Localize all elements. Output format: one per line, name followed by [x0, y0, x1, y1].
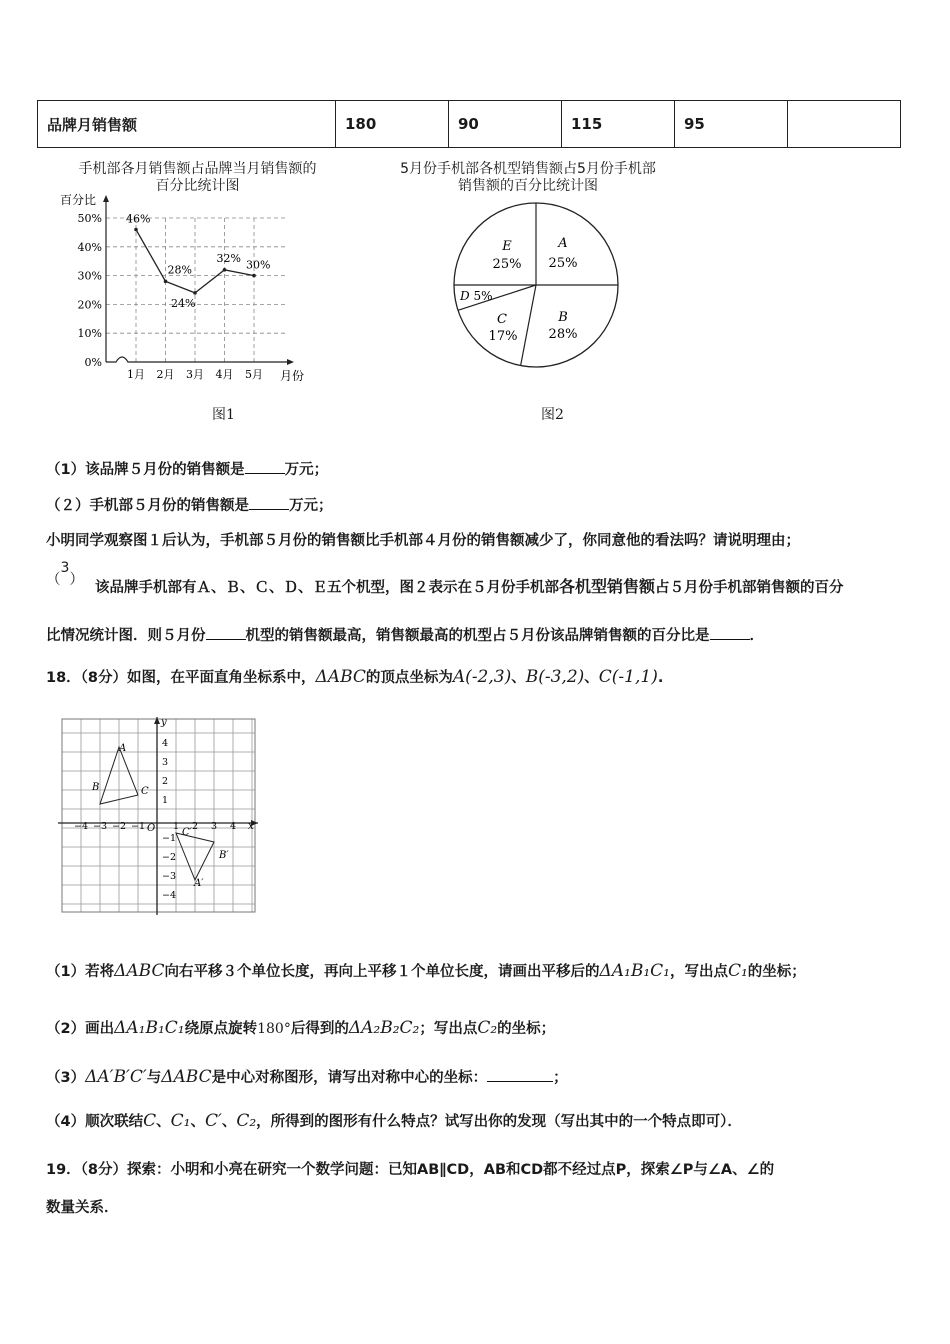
x-tick-label: 2月 — [156, 368, 175, 381]
pie-slice-label: D 5% — [460, 289, 493, 303]
question-1-text: （1）该品牌５月份的销售额是 — [46, 462, 245, 478]
q18-sub1-point: C₁ — [727, 961, 748, 981]
x-tick-label: −2 — [111, 821, 127, 832]
pie-slice-name: B — [558, 310, 568, 325]
vertex-label: C′ — [182, 827, 192, 838]
q18-triangle: ΔABC — [315, 667, 366, 687]
q18-sub1-end: 的坐标； — [747, 964, 806, 980]
q18-point-b: B(-3,2) — [525, 667, 585, 687]
question-3-number: 3 — [60, 560, 70, 576]
q18-sub1-text: （1）若将 — [46, 964, 115, 980]
table-cell-1: 180 — [336, 101, 449, 148]
x-axis-label: 月份 — [280, 369, 305, 383]
data-point — [134, 228, 138, 232]
question-3-text-end: 占５月份手机部销售额的百分 — [655, 580, 844, 596]
x-tick-label: −1 — [130, 821, 146, 832]
pie-slice-E — [493, 239, 522, 272]
y-tick-label: 10% — [77, 327, 102, 341]
question-19-line2: 数量关系． — [46, 1200, 119, 1216]
table-row — [38, 101, 901, 148]
q18-sub1-triangle: ΔABC — [114, 961, 165, 981]
question-3-paren-right: ） — [69, 571, 84, 588]
fig1-title-line1: 手机部各月销售额占品牌当月销售额的 — [78, 161, 317, 177]
data-label: 30% — [246, 258, 271, 272]
question-3-line2-text: 比情况统计图．则５月份 — [46, 628, 206, 644]
q18-sub2-text: （2）画出 — [46, 1021, 115, 1037]
pie-slice-value: 17% — [488, 329, 518, 344]
origin-label: O — [147, 823, 156, 834]
q18-sep: 、 — [511, 670, 526, 686]
table-row-label: 品牌月销售额 — [38, 101, 336, 148]
q18-sub4-point1: C — [143, 1111, 157, 1131]
q18-sub1-mid: 向右平移３个单位长度，再向上平移１个单位长度，请画出平移后的 — [164, 964, 600, 980]
answer-blank[interactable] — [710, 625, 750, 640]
question-2 — [46, 494, 333, 515]
x-tick-label: 1月 — [127, 368, 145, 381]
pie-slice-boundary — [521, 285, 536, 366]
vertex-label: B′ — [219, 850, 229, 861]
q18-head: 18．（8分）如图，在平面直角坐标系中， — [46, 670, 316, 686]
q18-sub4-text: （4）顺次联结 — [46, 1114, 144, 1130]
pie-chart-marks — [454, 203, 618, 367]
y-axis-arrow — [154, 717, 160, 724]
q18-sub2-triangle2: ΔA₂B₂C₂ — [348, 1018, 420, 1038]
data-label: 24% — [171, 296, 196, 310]
y-tick-label: −3 — [162, 871, 177, 882]
y-tick-label: 50% — [77, 212, 102, 225]
x-tick-label: −4 — [73, 821, 89, 832]
line-chart-marks — [126, 213, 270, 310]
table-cell-4: 95 — [675, 101, 788, 148]
data-point — [223, 268, 227, 272]
table-cell-5 — [788, 101, 901, 148]
data-point — [252, 274, 256, 278]
y-tick-label: 20% — [77, 298, 102, 312]
x-axis — [106, 357, 288, 362]
question-1-unit: 万元； — [284, 462, 329, 478]
answer-blank[interactable] — [245, 459, 285, 474]
pie-slice-name: C — [497, 312, 507, 327]
pie-slice-value: 28% — [548, 327, 578, 342]
y-axis-label: 百分比 — [60, 193, 97, 207]
y-tick-label: 0% — [84, 356, 102, 369]
question-3-line2-mid: 机型的销售额最高，销售额最高的机型占５月份该品牌销售额的百分比是 — [245, 628, 710, 644]
question-19-line1: 19．（8分）探索：小明和小亮在研究一个数学问题：已知AB∥CD，AB和CD都不经过点P，探索∠P与∠A、∠的 — [46, 1162, 775, 1178]
question-observation: 小明同学观察图１后认为，手机部５月份的销售额比手机部４月份的销售额减少了，你同意他的看法吗？请说明理由； — [46, 533, 800, 549]
x-tick-label: 1 — [172, 821, 180, 832]
fig1-line-chart — [50, 190, 330, 390]
grid-tick-labels — [74, 738, 236, 901]
pie-slice-value: 25% — [492, 257, 522, 272]
data-point — [193, 291, 197, 295]
x-tick-label: 3月 — [186, 368, 204, 381]
y-tick-label: 2 — [162, 776, 169, 787]
y-tick-label: 1 — [162, 795, 169, 806]
grid-lines — [62, 715, 255, 912]
answer-blank[interactable] — [487, 1067, 553, 1082]
q18-sub2-mid: 绕原点旋转 — [184, 1021, 258, 1037]
table-cell-2: 90 — [449, 101, 562, 148]
q18-sub2-end: 的坐标； — [497, 1021, 556, 1037]
pie-slice-A — [549, 236, 578, 271]
data-label: 32% — [216, 251, 241, 265]
q18-sub3-and: 与 — [146, 1070, 162, 1086]
fig1-caption: 图1 — [212, 407, 235, 423]
y-tick-label: 3 — [162, 757, 169, 768]
q18-sub3-triangle: ΔA′B′C′ — [85, 1067, 147, 1087]
y-tick-label: 40% — [77, 240, 102, 254]
question-2-unit: 万元； — [289, 498, 333, 514]
q18-sub4-sep: 、 — [221, 1114, 237, 1130]
q18-sub3-text: （3） — [46, 1070, 86, 1086]
q18-sub4-point2: C₁ — [170, 1111, 191, 1131]
q18-sub3 — [46, 1066, 568, 1087]
y-axis-label: y — [161, 717, 167, 728]
fig1-title-line2: 百分比统计图 — [155, 178, 240, 194]
q18-mid: 的顶点坐标为 — [365, 670, 453, 686]
grid-border — [62, 719, 255, 912]
vertex-label: B — [92, 782, 100, 793]
q18-sub2-d: ；写出点 — [419, 1021, 478, 1037]
q18-sub1-triangle1: ΔA₁B₁C₁ — [599, 961, 670, 981]
question-18 — [46, 666, 663, 687]
q18-sub3-triangle2: ΔABC — [161, 1067, 212, 1087]
question-3-line1 — [95, 574, 844, 597]
q18-sub2-degree: 180° — [257, 1021, 291, 1037]
q18-sub4-sep: 、 — [156, 1114, 171, 1130]
question-3-label — [46, 560, 84, 589]
y-tick-label: −4 — [162, 890, 177, 901]
question-3-line2 — [46, 624, 764, 645]
question-3-paren-left: （ — [46, 571, 61, 588]
x-tick-label: −3 — [92, 821, 108, 832]
triangle-labels — [91, 743, 229, 889]
x-tick-label: 2 — [191, 821, 199, 832]
pie-slice-D — [459, 289, 492, 303]
fig2-title-line2: 销售额的百分比统计图 — [458, 178, 598, 194]
q18-sub2-point: C₂ — [477, 1018, 498, 1038]
q18-sub4 — [46, 1110, 742, 1131]
y-tick-label: −2 — [162, 852, 177, 863]
data-label: 46% — [126, 212, 151, 226]
coordinate-grid-figure — [58, 715, 258, 915]
table-cell-3: 115 — [562, 101, 675, 148]
pie-slice-name: E — [502, 239, 512, 254]
q18-sub1-c: ，写出点 — [669, 964, 728, 980]
q18-point-c: C(-1,1) — [598, 667, 658, 687]
question-2-text: （２）手机部５月份的销售额是 — [46, 498, 249, 514]
y-tick-label: 30% — [77, 269, 102, 283]
fig2-pie-chart — [445, 195, 625, 375]
question-3-text: 该品牌手机部有Ａ、Ｂ、Ｃ、Ｄ、Ｅ五个机型，图２表示在５月份手机部 — [95, 580, 559, 596]
question-3-line2-end: ． — [749, 628, 764, 644]
q18-sub1 — [46, 960, 806, 981]
data-label: 28% — [167, 263, 192, 277]
pie-slice-name: A — [558, 236, 568, 251]
fig2-title-line1: 5月份手机部各机型销售额占5月份手机部 — [400, 161, 656, 177]
answer-blank[interactable] — [206, 625, 246, 640]
q18-sub3-mid: 是中心对称图形，请写出对称中心的坐标： — [211, 1070, 488, 1086]
vertex-label: A′ — [194, 878, 204, 889]
q18-sub3-end: ； — [553, 1070, 568, 1086]
answer-blank[interactable] — [249, 495, 289, 510]
line-chart-grid — [106, 218, 286, 362]
q18-sep: 、 — [584, 670, 599, 686]
vertex-label: C — [141, 786, 149, 797]
y-tick-label: 4 — [162, 738, 169, 749]
x-axis-label: x — [248, 821, 254, 832]
q18-sub4-point3: C′ — [204, 1111, 222, 1131]
data-point — [164, 280, 168, 284]
q18-sub4-point4: C₂ — [236, 1111, 257, 1131]
fig2-caption: 图2 — [541, 407, 564, 423]
pie-slice-value: 25% — [548, 256, 578, 271]
x-axis-arrow — [287, 359, 294, 365]
q18-sub2-c: 后得到的 — [290, 1021, 349, 1037]
q18-end: . — [657, 670, 664, 686]
question-3-emphasis: 各机型销售额 — [559, 577, 656, 596]
x-tick-label: 3 — [210, 821, 218, 832]
x-tick-label: 5月 — [245, 368, 263, 381]
x-tick-label: 4 — [229, 821, 237, 832]
vertex-label: A — [119, 743, 127, 754]
q18-sub4-sep: 、 — [190, 1114, 205, 1130]
x-tick-label: 4月 — [215, 368, 234, 381]
fig2-title — [378, 161, 678, 195]
sales-table — [37, 100, 901, 148]
q18-sub2-triangle1: ΔA₁B₁C₁ — [114, 1018, 185, 1038]
y-tick-label: −1 — [162, 833, 177, 844]
q18-point-a: A(-2,3) — [452, 667, 512, 687]
pie-slice-B — [549, 310, 578, 342]
question-1 — [46, 458, 328, 479]
q18-sub4-end: ，所得到的图形有什么特点？试写出你的发现（写出其中的一个特点即可）． — [256, 1114, 742, 1130]
pie-slice-C — [489, 312, 518, 344]
y-axis-arrow — [103, 195, 109, 202]
q18-sub2 — [46, 1017, 555, 1038]
